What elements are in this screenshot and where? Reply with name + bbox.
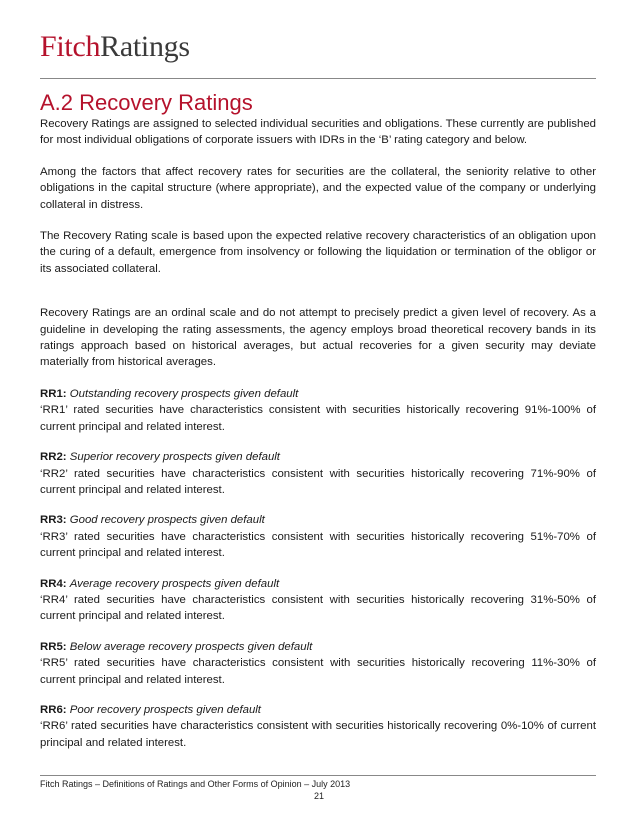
rating-label: Outstanding recovery prospects given default	[69, 387, 299, 400]
rating-code: RR2:	[40, 451, 67, 464]
header-divider	[40, 78, 596, 79]
rating-rr6	[40, 702, 596, 751]
rating-code: RR3:	[40, 514, 67, 527]
footer-text: Fitch Ratings – Definitions of Ratings and Other Forms of Opinion – July 2013	[40, 779, 351, 789]
fitch-ratings-logo	[40, 32, 190, 62]
rating-label: Superior recovery prospects given default	[69, 451, 280, 464]
rating-description: ‘RR4’ rated securities have characteristics consistent with securities historically recovering 31%-50% of current principal and related interest.	[40, 593, 596, 623]
rating-label: Average recovery prospects given default	[69, 577, 280, 590]
rating-heading	[40, 512, 596, 528]
rating-code: RR6:	[40, 703, 67, 716]
section-title: A.2 Recovery Ratings	[40, 90, 253, 115]
rating-rr5	[40, 639, 596, 688]
rating-description: ‘RR1’ rated securities have characteristics consistent with securities historically recovering 91%-100% of current principal and related interest.	[40, 404, 596, 433]
rating-rr2	[40, 449, 596, 498]
rating-heading	[40, 702, 596, 718]
rating-code: RR5:	[40, 640, 67, 653]
logo-ratings-text: Ratings	[100, 30, 190, 63]
rating-rr1	[40, 386, 596, 435]
paragraph-factors: Among the factors that affect recovery rates for securities are the collateral, the seniority relative to other obligations in the capital structure (where appropriate), and the expected value of the company or underlying collateral in distress.	[40, 165, 596, 211]
paragraph-scale: The Recovery Rating scale is based upon the expected relative recovery characteristics of an obligation upon the curing of a default, emergence from insolvency or following the liquidation or termination of the obligor or its associated collateral.	[40, 230, 596, 275]
document-body	[40, 116, 596, 765]
rating-code: RR1:	[40, 387, 67, 400]
footer-divider	[40, 775, 596, 776]
rating-heading	[40, 576, 596, 592]
rating-heading	[40, 449, 596, 465]
rating-rr3	[40, 512, 596, 561]
rating-code: RR4:	[40, 577, 67, 590]
rating-description: ‘RR5’ rated securities have characteristics consistent with securities historically recovering 11%-30% of current principal and related interest.	[40, 657, 596, 686]
paragraph-intro: Recovery Ratings are assigned to selected individual securities and obligations. These currently are published for most individual obligations of corporate issuers with IDRs in the ‘B’ rating category and below.	[40, 118, 596, 147]
rating-label: Poor recovery prospects given default	[69, 703, 261, 716]
rating-rr4	[40, 576, 596, 625]
rating-description: ‘RR2’ rated securities have characteristics consistent with securities historically recovering 71%-90% of current principal and related interest.	[40, 467, 596, 496]
page-number: 21	[313, 791, 324, 801]
rating-heading	[40, 639, 596, 655]
rating-description: ‘RR3’ rated securities have characteristics consistent with securities historically recovering 51%-70% of current principal and related interest.	[40, 530, 596, 560]
rating-description: ‘RR6’ rated securities have characteristics consistent with securities historically recovering 0%-10% of current principal and related interest.	[40, 720, 596, 749]
rating-label: Below average recovery prospects given default	[69, 640, 313, 653]
rating-heading	[40, 386, 596, 402]
paragraph-ordinal: Recovery Ratings are an ordinal scale and do not attempt to precisely predict a given level of recovery. As a guideline in developing the rating assessments, the agency employs broad theoretical recovery bands in its ratings approach based on historical averages, but actual recoveries for a given security may deviate materially from historical averages.	[40, 307, 596, 369]
logo-fitch-text: Fitch	[40, 30, 101, 63]
rating-label: Good recovery prospects given default	[69, 514, 265, 527]
